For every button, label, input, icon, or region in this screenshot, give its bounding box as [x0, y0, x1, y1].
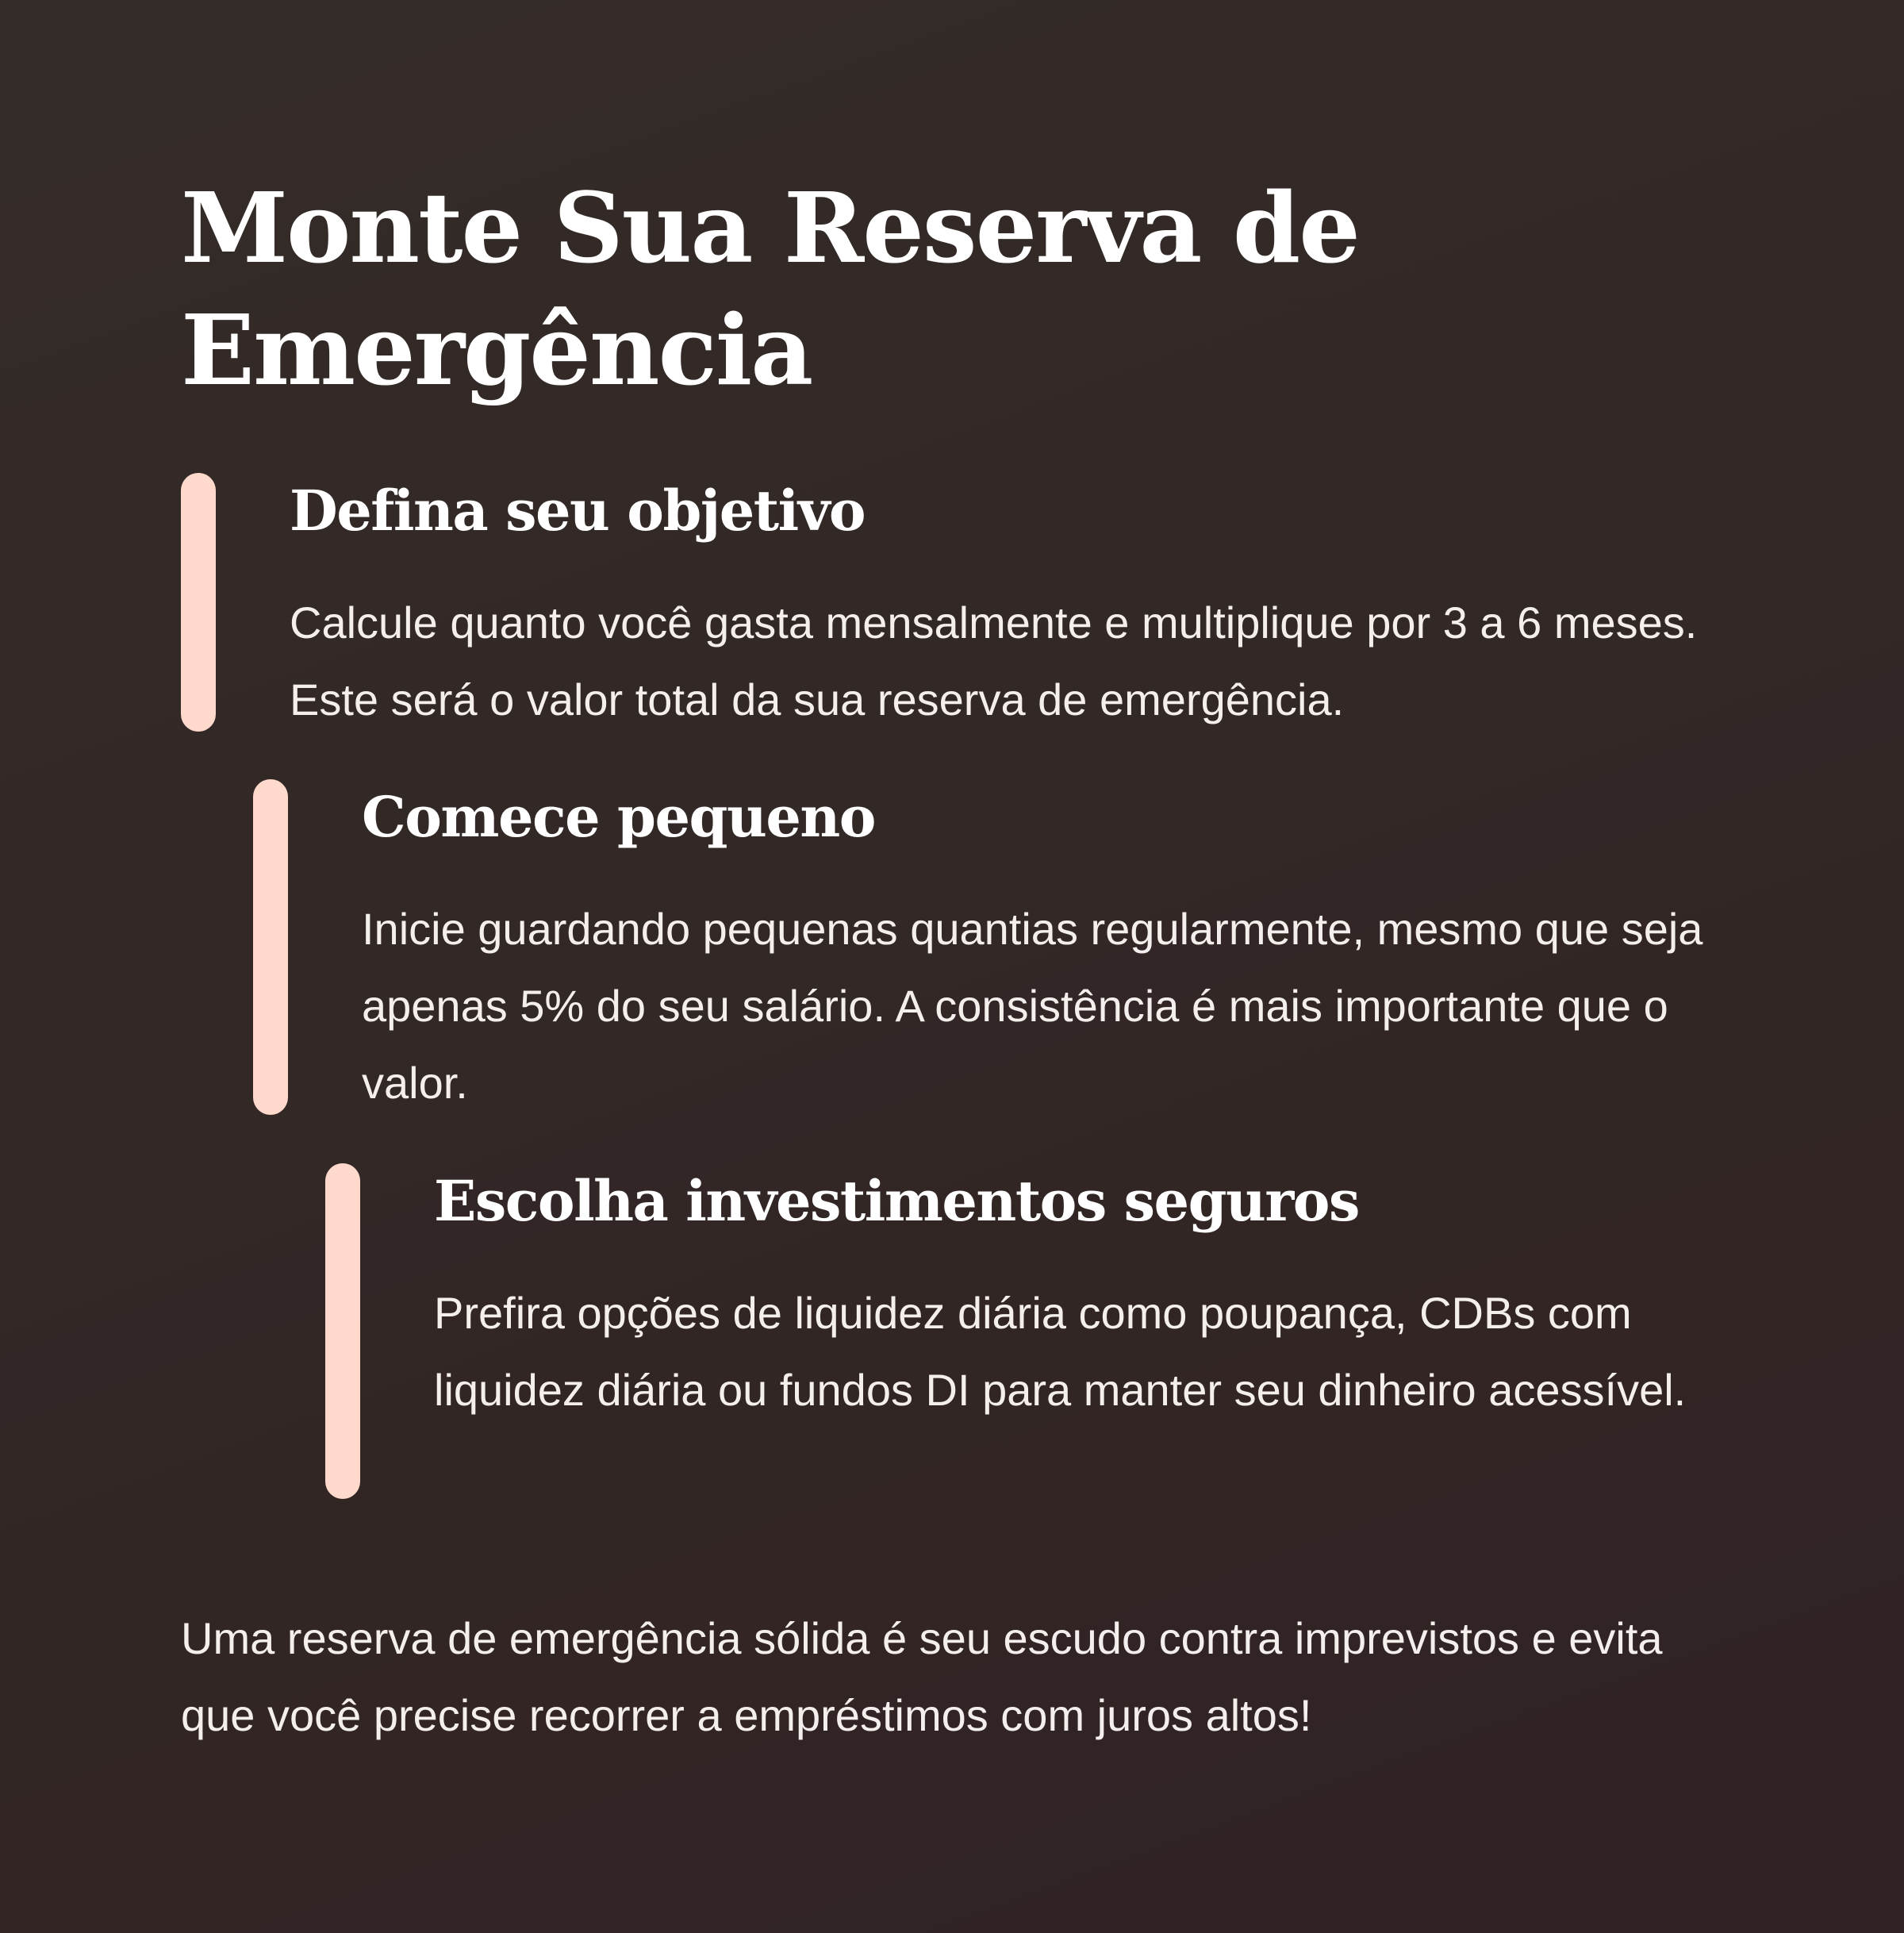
page-title: Monte Sua Reserva de Emergência [181, 171, 1359, 407]
step-content [290, 473, 1733, 738]
step-heading: Defina seu objetivo [290, 478, 866, 544]
step-content [362, 779, 1710, 1121]
accent-bar-decoration [325, 1163, 360, 1499]
step-body: Calcule quanto você gasta mensalmente e multiplique por 3 a 6 meses. Este será o valor total da sua reserva de emergência. [290, 598, 1698, 724]
step-heading: Escolha investimentos seguros [434, 1168, 1359, 1234]
step-heading: Comece pequeno [362, 784, 875, 850]
accent-bar-decoration [181, 473, 216, 732]
step-content [434, 1163, 1719, 1428]
accent-bar-decoration [253, 779, 288, 1115]
step-body: Prefira opções de liquidez diária como poupança, CDBs com liquidez diária ou fundos DI para manter seu dinheiro acessível. [434, 1288, 1687, 1415]
step-body: Inicie guardando pequenas quantias regularmente, mesmo que seja apenas 5% do seu salário. A consistência é mais importante que o valor. [362, 904, 1703, 1108]
closing-note: Uma reserva de emergência sólida é seu escudo contra imprevistos e evita que você precise recorrer a empréstimos com juros altos! [181, 1613, 1663, 1740]
